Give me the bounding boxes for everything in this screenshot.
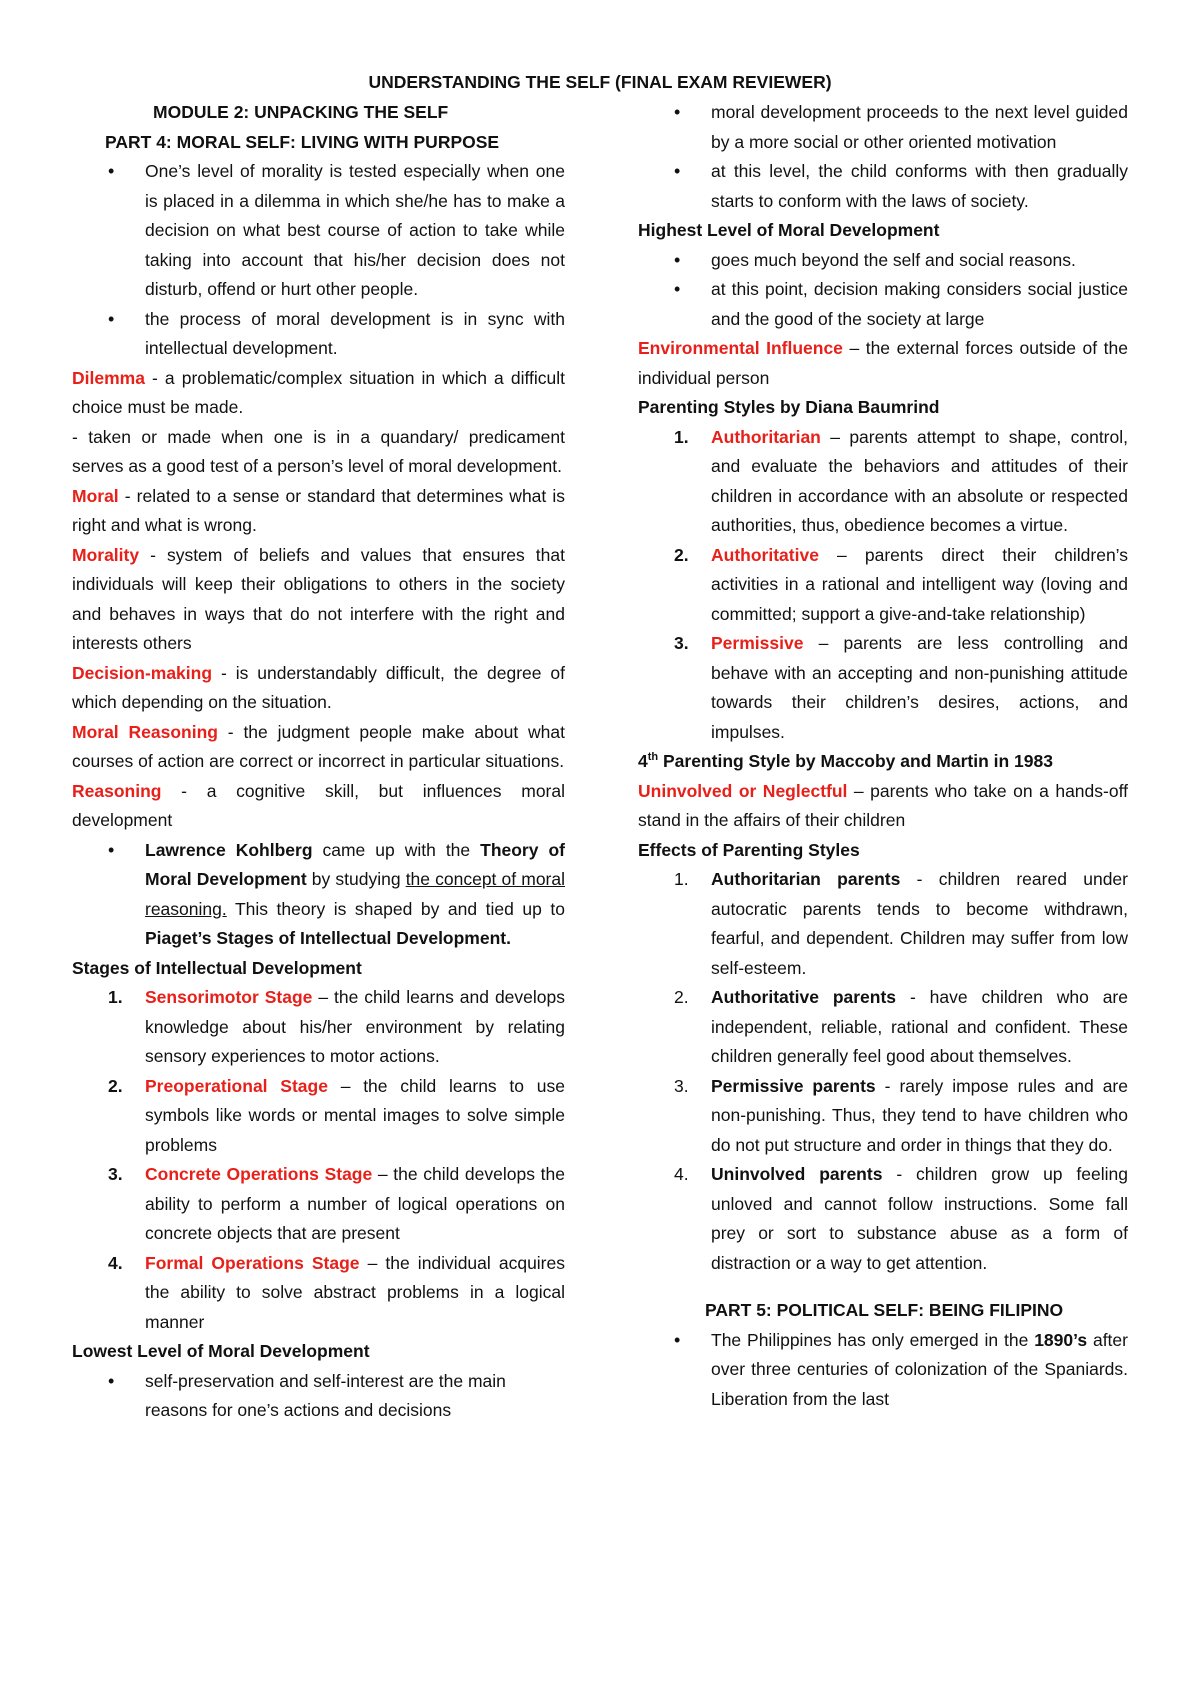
lowest-level-list <box>72 1367 565 1426</box>
heading-superscript: th <box>647 751 659 764</box>
style-def: – parents are less controlling and behave with an accepting and non-punishing attitude towards their children’s desires, actions, and impulses. <box>711 633 1128 742</box>
list-item <box>72 983 565 1072</box>
term-decision-making: Decision-making <box>72 662 213 683</box>
stage-term: Preoperational Stage <box>145 1075 328 1096</box>
definition-text: - is understandably difficult, the degree of which depending on the situation. <box>72 662 565 712</box>
intro-bullet-list <box>72 157 565 364</box>
kohlberg-text: by studying <box>306 869 406 889</box>
list-number: 3. <box>674 1075 689 1096</box>
list-number: 1. <box>108 987 123 1007</box>
definition-moral-reasoning <box>72 718 565 777</box>
effect-term: Permissive parents <box>711 1075 876 1096</box>
list-item <box>638 865 1128 983</box>
right-column <box>638 98 1128 1414</box>
style-term: Permissive <box>711 633 804 653</box>
list-item: • self-preservation and self-interest are the main reasons for one’s actions and decisions <box>72 1367 565 1426</box>
stage-def: – the child learns to use symbols like words or mental images to solve simple problems <box>145 1075 565 1155</box>
list-number: 3. <box>108 1164 123 1184</box>
list-item <box>638 541 1128 630</box>
list-item: • moral development proceeds to the next level guided by a more social or other oriented motivation <box>638 98 1128 157</box>
term-uninvolved: Uninvolved or Neglectful <box>638 780 848 801</box>
lowest-level-heading: Lowest Level of Moral Development <box>72 1341 370 1361</box>
list-item <box>638 423 1128 541</box>
stage-term: Concrete Operations Stage <box>145 1164 373 1184</box>
definition-moral <box>72 482 565 541</box>
effect-def: - children grow up feeling unloved and cannot follow instructions. Some fall prey or sort to substance abuse as a form of distraction or a way to get attention. <box>711 1164 1128 1273</box>
highest-level-list <box>638 246 1128 335</box>
stage-def: – the individual acquires the ability to solve abstract problems in a logical manner <box>145 1252 565 1332</box>
list-number: 1. <box>674 869 689 889</box>
term-environmental-influence: Environmental Influence <box>638 338 843 358</box>
part5-year: 1890’s <box>1034 1329 1088 1350</box>
effect-def: - rarely impose rules and are non-punishing. Thus, they tend to have children who do not put structure and order in things that they do. <box>711 1075 1128 1155</box>
list-item: • at this point, decision making considers social justice and the good of the society at large <box>638 275 1128 334</box>
kohlberg-concept: the concept of moral reasoning. <box>145 869 565 919</box>
heading-number: 4 <box>638 751 648 771</box>
term-moral: Moral <box>72 485 119 506</box>
highest-level-heading: Highest Level of Moral Development <box>638 220 940 240</box>
list-number: 1. <box>674 426 689 447</box>
list-number: 3. <box>674 633 689 653</box>
heading-text: Parenting Style by Maccoby and Martin in 1983 <box>658 751 1053 771</box>
definition-morality <box>72 541 565 659</box>
effect-term: Authoritarian parents <box>711 869 901 889</box>
style-def: – parents direct their children’s activities in a rational and intelligent way (loving and committed; support a give-and-take relationship) <box>711 544 1128 624</box>
module-heading: MODULE 2: UNPACKING THE SELF <box>153 102 449 122</box>
kohlberg-piaget: Piaget’s Stages of Intellectual Development. <box>145 928 511 948</box>
kohlberg-text: came up with the <box>312 839 481 860</box>
definition-text: - the judgment people make about what courses of action are correct or incorrect in particular situations. <box>72 721 565 771</box>
kohlberg-bullet-list <box>72 836 565 954</box>
list-number: 2. <box>674 544 689 565</box>
continued-bullet-list <box>638 98 1128 216</box>
list-item <box>638 1326 1128 1415</box>
list-item <box>72 1072 565 1161</box>
list-number: 2. <box>674 987 689 1007</box>
term-reasoning: Reasoning <box>72 780 162 801</box>
style-def: – parents attempt to shape, control, and evaluate the behaviors and attitudes of their children in accordance with an absolute or respected authorities, thus, obedience becomes a virtue. <box>711 426 1128 535</box>
parenting-styles-list <box>638 423 1128 748</box>
definition-text: – parents who take on a hands-off stand in the affairs of their children <box>638 780 1128 830</box>
effect-def: - have children who are independent, reliable, rational and confident. These children generally feel good about themselves. <box>711 987 1128 1066</box>
section-spacer <box>638 1278 1128 1296</box>
list-item <box>638 1160 1128 1278</box>
document-title: UNDERSTANDING THE SELF (FINAL EXAM REVIEWER) <box>368 72 832 92</box>
term-morality: Morality <box>72 544 140 565</box>
stage-term: Formal Operations Stage <box>145 1252 360 1273</box>
list-number: 4. <box>674 1164 689 1184</box>
term-dilemma: Dilemma <box>72 367 145 388</box>
part5-text: The Philippines has only emerged in the <box>711 1329 1035 1350</box>
list-item <box>638 983 1128 1072</box>
definition-text: - a cognitive skill, but influences moral development <box>72 780 565 830</box>
stage-def: – the child learns and develops knowledge about his/her environment by relating sensory experiences to motor actions. <box>145 987 565 1066</box>
part5-heading: PART 5: POLITICAL SELF: BEING FILIPINO <box>705 1300 1064 1320</box>
list-item: • at this level, the child conforms with then gradually starts to conform with the laws of society. <box>638 157 1128 216</box>
definition-environmental-influence <box>638 334 1128 393</box>
left-column <box>72 98 565 1426</box>
stage-term: Sensorimotor Stage <box>145 987 313 1007</box>
list-number: 4. <box>108 1252 123 1273</box>
list-item-kohlberg <box>72 836 565 954</box>
list-item: • goes much beyond the self and social reasons. <box>638 246 1128 276</box>
parenting-styles-heading: Parenting Styles by Diana Baumrind <box>638 397 940 417</box>
definition-text: - related to a sense or standard that determines what is right and what is wrong. <box>72 485 565 535</box>
list-item: • One’s level of morality is tested especially when one is placed in a dilemma in which she/he has to make a decision on what best course of action to take while taking into account that his/her decision does not disturb, offend or hurt other people. <box>72 157 565 305</box>
definition-reasoning <box>72 777 565 836</box>
kohlberg-text: This theory is shaped by and tied up to <box>226 898 565 919</box>
definition-text: - a problematic/complex situation in which a difficult choice must be made. <box>72 367 565 417</box>
list-number: 2. <box>108 1075 123 1096</box>
style-term: Authoritarian <box>711 426 821 447</box>
fourth-parenting-style-heading <box>638 747 1128 777</box>
part5-text: after over three centuries of colonization of the Spaniards. Liberation from the last <box>711 1329 1128 1409</box>
kohlberg-name: Lawrence Kohlberg <box>145 839 313 860</box>
list-item <box>72 1249 565 1338</box>
kohlberg-theory: Theory of Moral Development <box>145 839 565 889</box>
stages-list <box>72 983 565 1337</box>
effects-list <box>638 865 1128 1278</box>
list-item <box>638 629 1128 747</box>
effect-def: - children reared under autocratic parents tends to become withdrawn, fearful, and dependent. Children may suffer from low self-esteem. <box>711 869 1128 978</box>
effect-term: Uninvolved parents <box>711 1164 883 1184</box>
definition-text: – the external forces outside of the individual person <box>638 338 1128 388</box>
definition-text: - system of beliefs and values that ensures that individuals will keep their obligations to others in the society and behaves in ways that do not interfere with the right and interests others <box>72 544 565 653</box>
effects-heading: Effects of Parenting Styles <box>638 839 860 860</box>
term-moral-reasoning: Moral Reasoning <box>72 721 218 742</box>
definition-uninvolved <box>638 777 1128 836</box>
list-item <box>638 1072 1128 1161</box>
style-term: Authoritative <box>711 544 819 565</box>
part4-heading: PART 4: MORAL SELF: LIVING WITH PURPOSE <box>105 131 500 152</box>
list-item <box>72 1160 565 1249</box>
part5-bullet-list <box>638 1326 1128 1415</box>
list-item: • the process of moral development is in sync with intellectual development. <box>72 305 565 364</box>
effect-term: Authoritative parents <box>711 987 897 1007</box>
stage-def: – the child develops the ability to perform a number of logical operations on concrete objects that are present <box>145 1164 565 1243</box>
stages-heading: Stages of Intellectual Development <box>72 957 362 978</box>
definition-dilemma <box>72 364 565 423</box>
definition-decision-making <box>72 659 565 718</box>
dilemma-extra: - taken or made when one is in a quandary/ predicament serves as a good test of a person’s level of moral development. <box>72 426 565 476</box>
